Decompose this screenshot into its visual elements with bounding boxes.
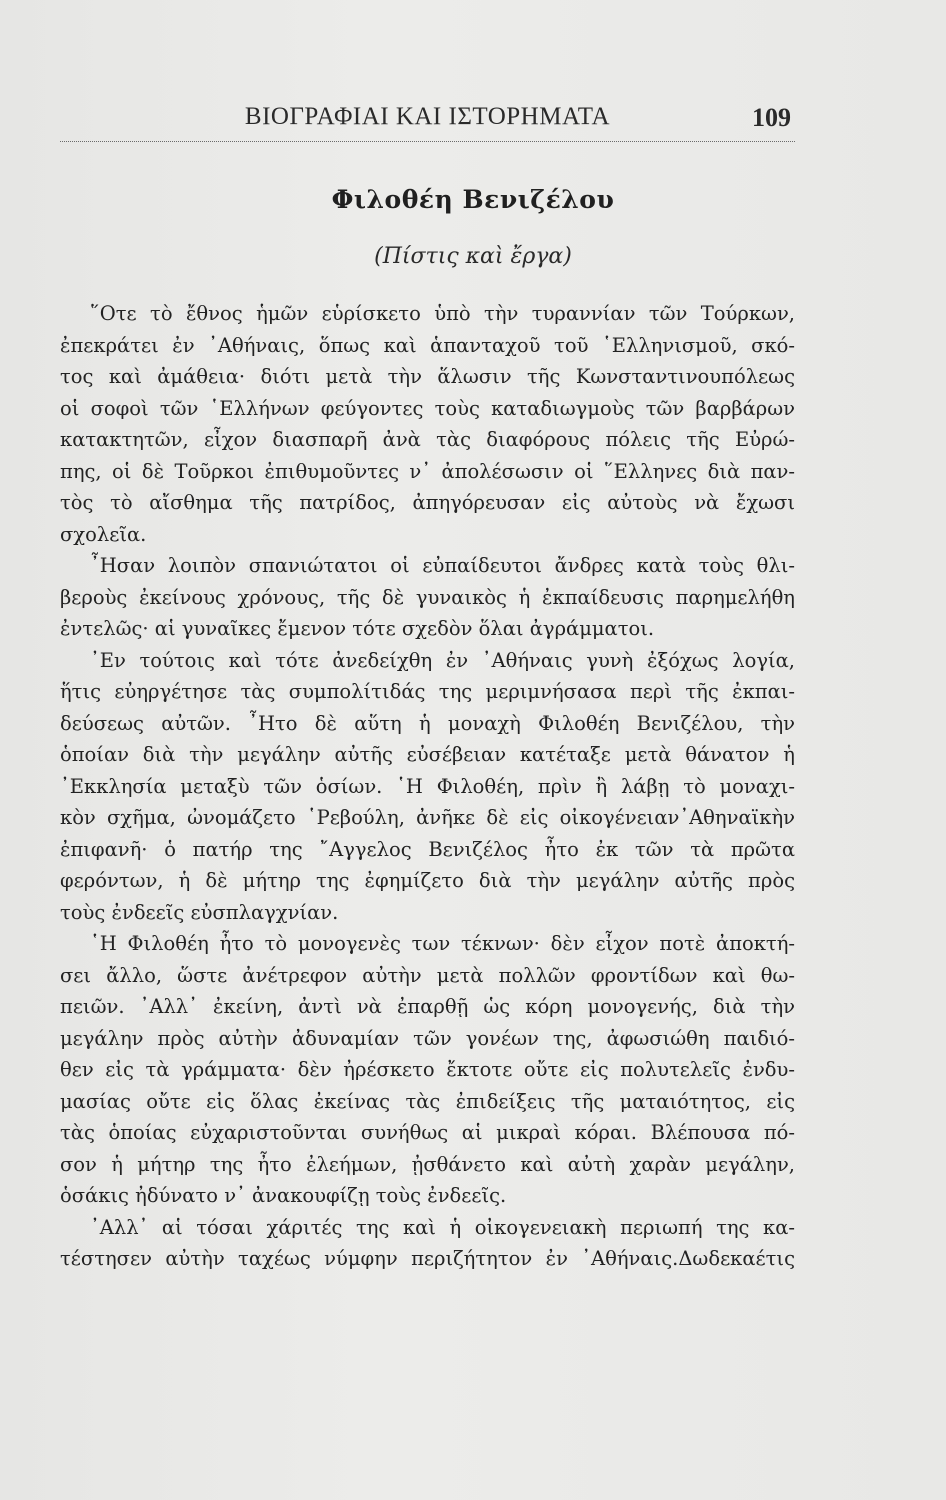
text-line: ᾿Αλλ᾿ αἱ τόσαι χάριτές της καὶ ἡ οἰκογενειακὴ περιωπή της κα- bbox=[90, 1215, 795, 1239]
text-line: βεροὺς ἐκείνους χρόνους, τῆς δὲ γυναικὸς ἡ ἐκπαίδευσις παρημελήθη bbox=[60, 585, 795, 609]
text-line: μεγάλην πρὸς αὐτὴν ἀδυναμίαν τῶν γονέων της, ἀφωσιώθη παιδιό- bbox=[60, 1026, 795, 1050]
text-line: τέστησεν αὐτὴν ταχέως νύμφην περιζήτητον ἐν ᾿Αθήναις.Δωδεκαέτις bbox=[60, 1247, 795, 1270]
text-line: ἐπεκράτει ἐν ᾿Αθήναις, ὅπως καὶ ἁπανταχοῦ τοῦ ῾Ελληνισμοῦ, σκό- bbox=[60, 333, 795, 357]
text-line: πειῶν. ᾿Αλλ᾿ ἐκείνη, ἀντὶ νὰ ἐπαρθῇ ὡς κόρη μονογενής, διὰ τὴν bbox=[60, 995, 795, 1018]
text-line: ᾿Εκκλησία μεταξὺ τῶν ὁσίων. ῾Η Φιλοθέη, πρὶν ἢ λάβῃ τὸ μοναχι- bbox=[60, 774, 795, 798]
text-line: πης, οἱ δὲ Τοῦρκοι ἐπιθυμοῦντες ν᾿ ἀπολέσωσιν οἱ ῞Ελληνες διὰ παν- bbox=[60, 459, 795, 483]
header-rule bbox=[60, 141, 795, 142]
text-line: ῞Οτε τὸ ἔθνος ἡμῶν εὑρίσκετο ὑπὸ τὴν τυραννίαν τῶν Τούρκων, bbox=[90, 302, 795, 325]
text-line: τοὺς ἐνδεεῖς εὐσπλαγχνίαν. bbox=[60, 900, 339, 924]
article-title: Φιλοθέη Βενιζέλου bbox=[331, 185, 615, 214]
body-text bbox=[60, 298, 795, 1275]
text-line: ᾿Εν τούτοις καὶ τότε ἀνεδείχθη ἐν ᾿Αθήναις γυνὴ ἐξόχως λογία, bbox=[90, 648, 795, 672]
text-line: ὁποίαν διὰ τὴν μεγάλην αὐτῆς εὐσέβειαν κατέταξε μετὰ θάνατον ἡ bbox=[60, 743, 795, 766]
page-number: 109 bbox=[752, 103, 791, 132]
text-line: φερόντων, ἡ δὲ μήτηρ της ἐφημίζετο διὰ τὴν μεγάλην αὐτῆς πρὸς bbox=[60, 869, 795, 892]
text-line: σει ἄλλο, ὥστε ἀνέτρεφον αὐτὴν μετὰ πολλῶν φροντίδων καὶ θω- bbox=[60, 963, 795, 987]
text-line: σχολεῖα. bbox=[60, 522, 147, 546]
text-line: τος καὶ ἀμάθεια· διότι μετὰ τὴν ἅλωσιν τῆς Κωνσταντινουπόλεως bbox=[60, 365, 795, 388]
article-subtitle: (Πίστις καὶ ἔργα) bbox=[374, 244, 572, 269]
text-line: κὸν σχῆμα, ὠνομάζετο ῾Ρεβούλη, ἀνῆκε δὲ εἰς οἰκογένειαν᾿Αθηναϊκὴν bbox=[60, 806, 795, 829]
text-line: κατακτητῶν, εἶχον διασπαρῆ ἀνὰ τὰς διαφόρους πόλεις τῆς Εὐρώ- bbox=[60, 428, 795, 451]
running-header-title: ΒΙΟΓΡΑΦΙΑΙ ΚΑΙ ΙΣΤΟΡΗΜΑΤΑ bbox=[244, 103, 611, 130]
running-header bbox=[60, 103, 795, 143]
text-line: ἥτις εὐηργέτησε τὰς συμπολίτιδάς της μεριμνήσασα περὶ τῆς ἐκπαι- bbox=[60, 680, 795, 703]
text-line: οἱ σοφοὶ τῶν ῾Ελλήνων φεύγοντες τοὺς καταδιωγμοὺς τῶν βαρβάρων bbox=[60, 396, 795, 420]
text-line: σον ἡ μήτηρ της ἦτο ἐλεήμων, ᾐσθάνετο καὶ αὐτὴ χαρὰν μεγάλην, bbox=[60, 1152, 795, 1176]
text-line: τὰς ὁποίας εὐχαριστοῦνται συνήθως αἱ μικραὶ κόραι. Βλέπουσα πό- bbox=[60, 1121, 795, 1144]
text-line: μασίας οὔτε εἰς ὅλας ἐκείνας τὰς ἐπιδείξεις τῆς ματαιότητος, εἰς bbox=[60, 1089, 795, 1113]
text-line: ἐντελῶς· αἱ γυναῖκες ἔμενον τότε σχεδὸν ὅλαι ἀγράμματοι. bbox=[60, 617, 655, 640]
text-line: θεν εἰς τὰ γράμματα· δὲν ἠρέσκετο ἔκτοτε οὔτε εἰς πολυτελεῖς ἐνδυ- bbox=[60, 1058, 795, 1081]
text-line: τὸς τὸ αἴσθημα τῆς πατρίδος, ἀπηγόρευσαν εἰς αὐτοὺς νὰ ἔχωσι bbox=[60, 491, 795, 514]
text-line: ὁσάκις ἠδύνατο ν᾿ ἀνακουφίζῃ τοὺς ἐνδεεῖς. bbox=[60, 1184, 507, 1207]
text-line: ἐπιφανῆ· ὁ πατήρ της ῎Αγγελος Βενιζέλος ἦτο ἐκ τῶν τὰ πρῶτα bbox=[60, 837, 795, 861]
text-line: ῏Ησαν λοιπὸν σπανιώτατοι οἱ εὐπαίδευτοι ἄνδρες κατὰ τοὺς θλι- bbox=[90, 554, 795, 577]
text-line: ῾Η Φιλοθέη ἦτο τὸ μονογενὲς των τέκνων· δὲν εἶχον ποτὲ ἀποκτή- bbox=[90, 932, 795, 955]
text-line: δεύσεως αὐτῶν. ῏Ητο δὲ αὕτη ἡ μοναχὴ Φιλοθέη Βενιζέλου, τὴν bbox=[60, 711, 795, 735]
